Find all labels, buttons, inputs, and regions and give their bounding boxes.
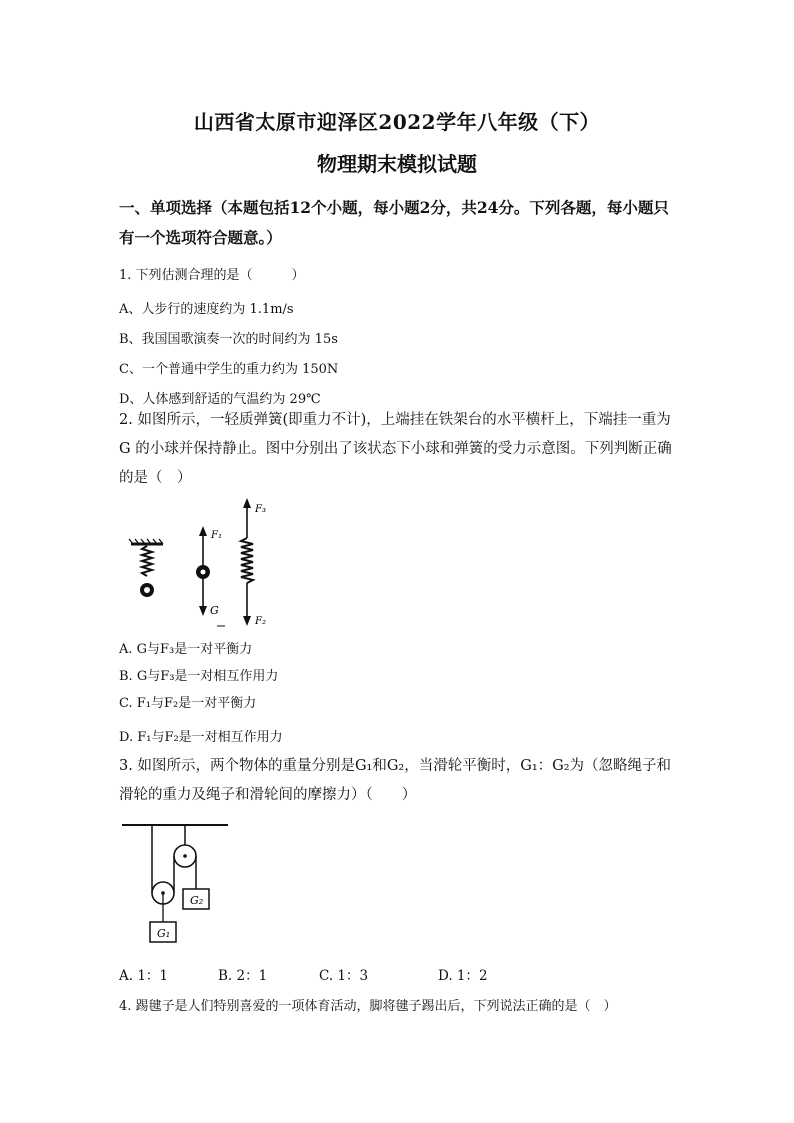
question-2-option-a: A. G与F₃是一对平衡力 [119, 642, 253, 657]
question-1-option-a: A、人步行的速度约为 1.1m/s [119, 302, 294, 317]
question-3-option-d: D. 1：2 [438, 968, 488, 984]
question-1-option-d: D、人体感到舒适的气温约为 29℃ [119, 392, 321, 407]
weight-label-g2: G₂ [190, 894, 204, 907]
question-1-option-c: C、一个普通中学生的重力约为 150N [119, 362, 339, 377]
question-2-option-b: B. G与F₃是一对相互作用力 [119, 669, 279, 684]
question-1-option-b: B、我国国歌演奏一次的时间约为 15s [119, 332, 338, 347]
question-3-option-a: A. 1：1 [119, 968, 169, 984]
force-label-f2: F₂ [255, 616, 266, 627]
pulley-diagram [120, 820, 232, 950]
force-label-f1: F₁ [211, 530, 222, 541]
weight-label-g1: G₁ [157, 927, 171, 940]
question-3-stem: 3. 如图所示，两个物体的重量分别是G₁和G₂，当滑轮平衡时，G₁：G₂为（忽略绳子和滑轮的重力及绳子和滑轮间的摩擦力）（ ） [119, 758, 672, 803]
question-3-option-b: B. 2：1 [218, 968, 268, 984]
force-label-f3: F₃ [255, 504, 266, 515]
question-2-option-d: D. F₁与F₂是一对相互作用力 [119, 730, 283, 745]
spring-force-diagram [125, 492, 285, 632]
question-2-option-c: C. F₁与F₂是一对平衡力 [119, 696, 257, 711]
exam-title: 山西省太原市迎泽区2022学年八年级（下） [193, 110, 601, 134]
exam-subtitle: 物理期末模拟试题 [317, 152, 477, 176]
section-heading: 一、单项选择（本题包括12个小题，每小题2分，共24分。下列各题，每小题只有一个选项符合题意。） [119, 198, 669, 247]
force-label-g: G [210, 604, 219, 617]
question-3-option-c: C. 1：3 [319, 968, 369, 984]
question-4-stem: 4. 踢毽子是人们特别喜爱的一项体育活动，脚将毽子踢出后，下列说法正确的是（ ） [119, 999, 617, 1014]
question-1-stem: 1. 下列估测合理的是（ ） [119, 268, 305, 283]
question-2-stem: 2. 如图所示，一轻质弹簧(即重力不计)，上端挂在铁架台的水平横杆上，下端挂一重为 G 的小球并保持静止。图中分别出了该状态下小球和弹簧的受力示意图。下列判断正确的是（ ） [119, 412, 672, 486]
